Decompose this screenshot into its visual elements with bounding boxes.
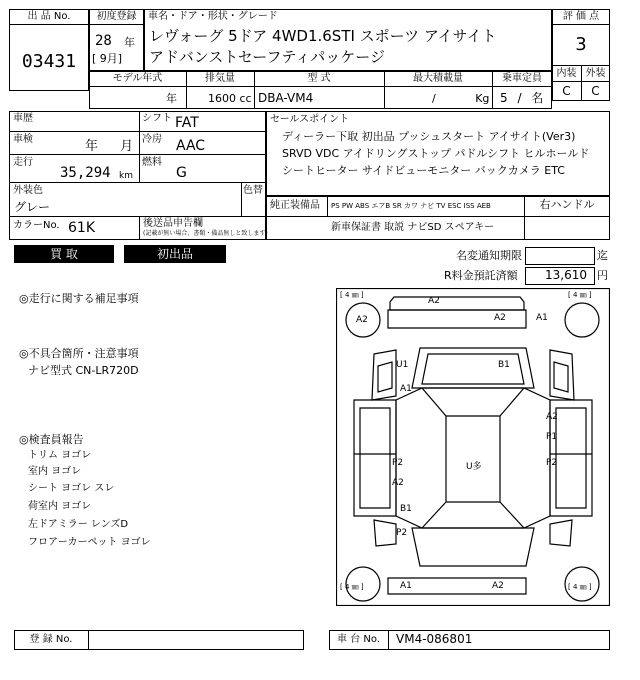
displacement-label: 排気量 — [205, 73, 235, 84]
shift-value: FAT — [175, 115, 199, 131]
mark-b1-right: B1 — [498, 360, 510, 370]
mark-hood-a2: A2 — [494, 313, 506, 323]
sales-point-line2: SRVD VDC アイドリングストップ パドルシフト ヒルホールド — [282, 147, 590, 160]
car-diagram — [336, 288, 610, 606]
color-change-label: 色替 — [243, 185, 263, 196]
car-label: 車名・ドア・形状・グレード — [148, 11, 278, 22]
capacity-label: 乗車定員 — [502, 73, 542, 84]
buy-bar: 買 取 — [14, 245, 114, 263]
inspector-line: 左ドアミラー レンズD — [28, 519, 129, 530]
mark-rear-a1: A1 — [400, 581, 412, 591]
aircon-label: 冷房 — [142, 134, 162, 145]
mark-b1-left: B1 — [400, 504, 412, 514]
reg-year-unit: 年 — [124, 36, 135, 49]
fuel-label: 燃料 — [142, 157, 162, 168]
reg-month: [ 9月] — [92, 52, 123, 65]
first-bar: 初出品 — [124, 245, 226, 263]
defect-line1: ナビ型式 CN-LR720D — [28, 364, 139, 377]
color-no-label: カラーNo. — [13, 220, 60, 231]
inspection-label: 車検 — [13, 134, 33, 145]
notice-unit: 迄 — [597, 249, 608, 262]
mark-p2-left: P2 — [392, 458, 404, 468]
recycle-label: R料金預託済額 — [444, 269, 518, 282]
interior-value: C — [562, 84, 571, 98]
sales-point-label: セールスポイント — [270, 114, 350, 125]
mark-a1-left-front: A1 — [400, 384, 412, 394]
inspector-line: シート ヨゴレ スレ — [28, 483, 115, 494]
equipment-items: PS PW ABS エアB SR カワ ナビ TV ESC ISS AEB — [331, 202, 491, 210]
inspector-line: フロアーカーペット ヨゴレ — [28, 537, 151, 548]
capacity-value: 5 / 名 — [500, 91, 544, 105]
shift-label: シフト — [142, 113, 172, 124]
defect-title: ◎不具合箇所・注意事項 — [19, 347, 139, 360]
inspector-line: 室内 ヨゴレ — [28, 466, 82, 477]
mark-u1: U1 — [396, 360, 409, 370]
displacement-value: 1600 cc — [208, 92, 252, 105]
lot-label: 出 品 No. — [27, 11, 71, 22]
mark-a2-right-door: A2 — [546, 412, 558, 422]
mileage-value: 35,294 — [60, 165, 111, 181]
grade-label: 評 価 点 — [562, 11, 600, 22]
interior-label: 内装 — [556, 68, 577, 79]
model-year-label: モデル年式 — [112, 73, 163, 84]
car-diagram-svg — [336, 288, 610, 606]
tire-label-rr: [ 4 ㎜ ] — [568, 583, 592, 591]
mileage-unit: km — [119, 171, 133, 181]
tire-label-fl: [ 4 ㎜ ] — [340, 291, 364, 299]
mark-roof: U多 — [466, 462, 482, 472]
recycle-unit: 円 — [597, 269, 608, 282]
supplement-title: ◎走行に関する補足事項 — [19, 292, 139, 305]
max-load-label: 最大積載量 — [413, 73, 463, 84]
color-value: グレー — [14, 200, 51, 214]
max-load-value: / Kg — [432, 92, 490, 105]
reg-label: 初度登録 — [96, 11, 137, 22]
handle-value: 右ハンドル — [539, 198, 595, 211]
reg-year: 28 — [95, 33, 112, 49]
tire-label-rl: [ 4 ㎜ ] — [340, 583, 364, 591]
grade-value: 3 — [575, 34, 587, 55]
type-label: 型 式 — [307, 73, 331, 84]
notice-label: 名変通知期限 — [456, 249, 522, 262]
equipment-label: 純正装備品 — [270, 200, 320, 211]
inspector-line: 荷室内 ヨゴレ — [28, 501, 92, 512]
mark-a2-left: A2 — [392, 478, 404, 488]
retro-label: 後送品申告欄 — [143, 218, 203, 229]
mark-rear-a2: A2 — [492, 581, 504, 591]
fuel-value: G — [176, 165, 187, 181]
recycle-value: 13,610 — [545, 268, 587, 282]
exterior-label: 外装 — [585, 68, 606, 79]
color-label: 外装色 — [13, 185, 43, 196]
mark-p1-right-door: P1 — [546, 432, 558, 442]
history-label: 車歴 — [13, 113, 33, 124]
aircon-value: AAC — [176, 138, 206, 154]
mark-p2-left-rear: P2 — [396, 528, 408, 538]
mileage-label: 走行 — [13, 157, 33, 168]
car-name-line2: アドバンストセーフティパッケージ — [149, 48, 385, 66]
inspector-title: ◎検査員報告 — [19, 433, 84, 446]
chassis-label: 車 台 No. — [337, 634, 380, 645]
chassis-value: VM4-086801 — [396, 632, 473, 646]
type-value: DBA-VM4 — [258, 91, 314, 105]
mark-tire-fl: A2 — [356, 315, 368, 325]
exterior-value: C — [591, 84, 600, 98]
sales-point-line3: シートヒーター サイドビューモニター バックカメラ ETC — [282, 164, 565, 177]
reg-no-label: 登 録 No. — [29, 634, 73, 645]
tire-label-fr: [ 4 ㎜ ] — [568, 291, 592, 299]
mark-hood-a1: A1 — [536, 313, 548, 323]
notice-box — [525, 247, 595, 265]
inspector-line: トリム ヨゴレ — [28, 450, 92, 461]
mark-p2-right: P2 — [546, 458, 558, 468]
color-no-value: 61K — [68, 220, 95, 236]
retro-note: (記載が無い場合、書類・備品無しと致します) — [143, 230, 268, 237]
car-name-line1: レヴォーグ 5ドア 4WD1.6STI スポーツ アイサイト — [149, 27, 497, 45]
warranty-value: 新車保証書 取説 ナビSD スペアキー — [331, 222, 495, 233]
sales-point-line1: ディーラー下取 初出品 プッシュスタート アイサイト(Ver3) — [282, 130, 576, 143]
inspection-value: 年 月 — [85, 139, 134, 154]
model-year-unit: 年 — [166, 92, 177, 105]
mark-front-bumper: A2 — [428, 296, 440, 306]
lot-number: 03431 — [21, 51, 77, 72]
